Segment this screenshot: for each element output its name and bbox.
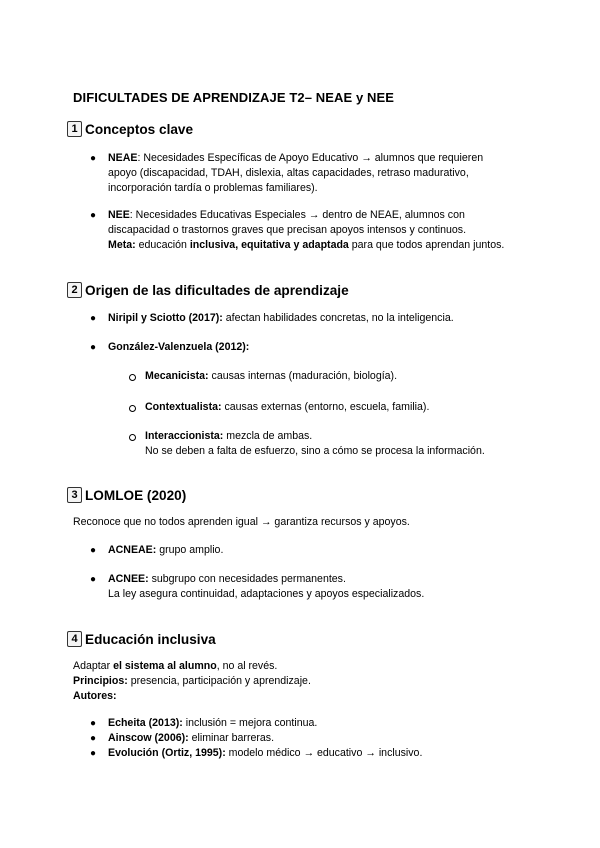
echeita-item bbox=[108, 716, 317, 731]
number-4-badge: 4 bbox=[67, 631, 82, 647]
nee-definition bbox=[108, 208, 504, 253]
neae-line-1: : Necesidades Específicas de Apoyo Educativo → alumnos que requieren bbox=[137, 152, 484, 164]
bullet-icon: ● bbox=[90, 574, 97, 585]
mecanicista-label: Mecanicista: bbox=[145, 370, 209, 382]
ainscow-text: eliminar barreras. bbox=[188, 732, 275, 744]
evolucion-item bbox=[108, 746, 422, 761]
acneae-text: grupo amplio. bbox=[156, 544, 224, 556]
meta-text: educación bbox=[135, 239, 190, 251]
contextualista-item bbox=[145, 400, 429, 415]
echeita-label: Echeita (2013): bbox=[108, 717, 183, 729]
niripil-text: afectan habilidades concretas, no la inteligencia. bbox=[222, 312, 454, 324]
interaccionista-line-2: No se deben a falta de esfuerzo, sino a cómo se procesa la información. bbox=[145, 445, 485, 457]
inclusive-text bbox=[73, 659, 311, 704]
page-title: DIFICULTADES DE APRENDIZAJE T2– NEAE y NEE bbox=[73, 90, 395, 105]
circle-bullet-icon bbox=[129, 405, 136, 412]
section-1-title: Conceptos clave bbox=[85, 121, 194, 137]
bullet-icon: ● bbox=[90, 342, 97, 353]
acnee-line-2: La ley asegura continuidad, adaptaciones y apoyos especializados. bbox=[108, 588, 425, 600]
lomloe-intro: Reconoce que no todos aprenden igual → garantiza recursos y apoyos. bbox=[73, 516, 410, 528]
section-4-heading bbox=[67, 631, 216, 647]
meta-text-end: para que todos aprendan juntos. bbox=[348, 239, 505, 251]
section-4-title: Educación inclusiva bbox=[85, 631, 216, 647]
contextualista-label: Contextualista: bbox=[145, 401, 222, 413]
interaccionista-text: mezcla de ambas. bbox=[223, 430, 313, 442]
circle-bullet-icon bbox=[129, 434, 136, 441]
bullet-icon: ● bbox=[90, 545, 97, 556]
acneae-item bbox=[108, 543, 223, 558]
interaccionista-label: Interaccionista: bbox=[145, 430, 224, 442]
echeita-text: inclusión = mejora continua. bbox=[182, 717, 318, 729]
interaccionista-item bbox=[145, 429, 485, 459]
nee-line-1: : Necesidades Educativas Especiales → dentro de NEAE, alumnos con bbox=[129, 209, 465, 221]
section-3-title: LOMLOE (2020) bbox=[85, 487, 187, 503]
section-2-heading bbox=[67, 282, 349, 298]
meta-label: Meta: bbox=[108, 239, 136, 251]
number-1-badge: 1 bbox=[67, 121, 82, 137]
number-3-badge: 3 bbox=[67, 487, 82, 503]
mecanicista-text: causas internas (maduración, biología). bbox=[208, 370, 398, 382]
contextualista-text: causas externas (entorno, escuela, familia). bbox=[221, 401, 430, 413]
acneae-label: ACNEAE: bbox=[108, 544, 157, 556]
section-3-heading bbox=[67, 487, 186, 503]
adaptar-bold: el sistema al alumno bbox=[113, 660, 217, 672]
neae-definition bbox=[108, 151, 483, 196]
bullet-icon: ● bbox=[90, 313, 97, 324]
acnee-label: ACNEE: bbox=[108, 573, 149, 585]
bullet-icon: ● bbox=[90, 153, 97, 164]
bullet-icon: ● bbox=[90, 733, 97, 744]
adaptar-end: , no al revés. bbox=[216, 660, 278, 672]
ainscow-label: Ainscow (2006): bbox=[108, 732, 189, 744]
niripil-item bbox=[108, 311, 454, 326]
acnee-text: subgrupo con necesidades permanentes. bbox=[148, 573, 346, 585]
autores-label: Autores: bbox=[73, 690, 117, 702]
ainscow-item bbox=[108, 731, 274, 746]
neae-line-2: apoyo (discapacidad, TDAH, dislexia, altas capacidades, retraso madurativo, bbox=[108, 167, 469, 179]
adaptar-text: Adaptar bbox=[73, 660, 114, 672]
acnee-item bbox=[108, 572, 424, 602]
evolucion-text: modelo médico → educativo → inclusivo. bbox=[225, 747, 423, 759]
nee-line-2: discapacidad o trastornos graves que precisan apoyos intensos y continuos. bbox=[108, 224, 467, 236]
neae-term: NEAE bbox=[108, 152, 138, 164]
section-1-heading bbox=[67, 121, 193, 137]
section-2-title: Origen de las dificultades de aprendizaje bbox=[85, 282, 349, 298]
principios-text: presencia, participación y aprendizaje. bbox=[127, 675, 311, 687]
meta-line bbox=[108, 238, 504, 253]
gonzalez-item bbox=[108, 340, 249, 355]
bullet-icon: ● bbox=[90, 748, 97, 759]
bullet-icon: ● bbox=[90, 210, 97, 221]
nee-term: NEE bbox=[108, 209, 130, 221]
neae-line-3: incorporación tardía o problemas familiares). bbox=[108, 182, 318, 194]
number-2-badge: 2 bbox=[67, 282, 82, 298]
gonzalez-label: González-Valenzuela (2012): bbox=[108, 341, 250, 353]
principios-label: Principios: bbox=[73, 675, 128, 687]
bullet-icon: ● bbox=[90, 718, 97, 729]
evolucion-label: Evolución (Ortiz, 1995): bbox=[108, 747, 226, 759]
meta-bold: inclusiva, equitativa y adaptada bbox=[189, 239, 349, 251]
circle-bullet-icon bbox=[129, 374, 136, 381]
mecanicista-item bbox=[145, 369, 397, 384]
niripil-label: Niripil y Sciotto (2017): bbox=[108, 312, 223, 324]
